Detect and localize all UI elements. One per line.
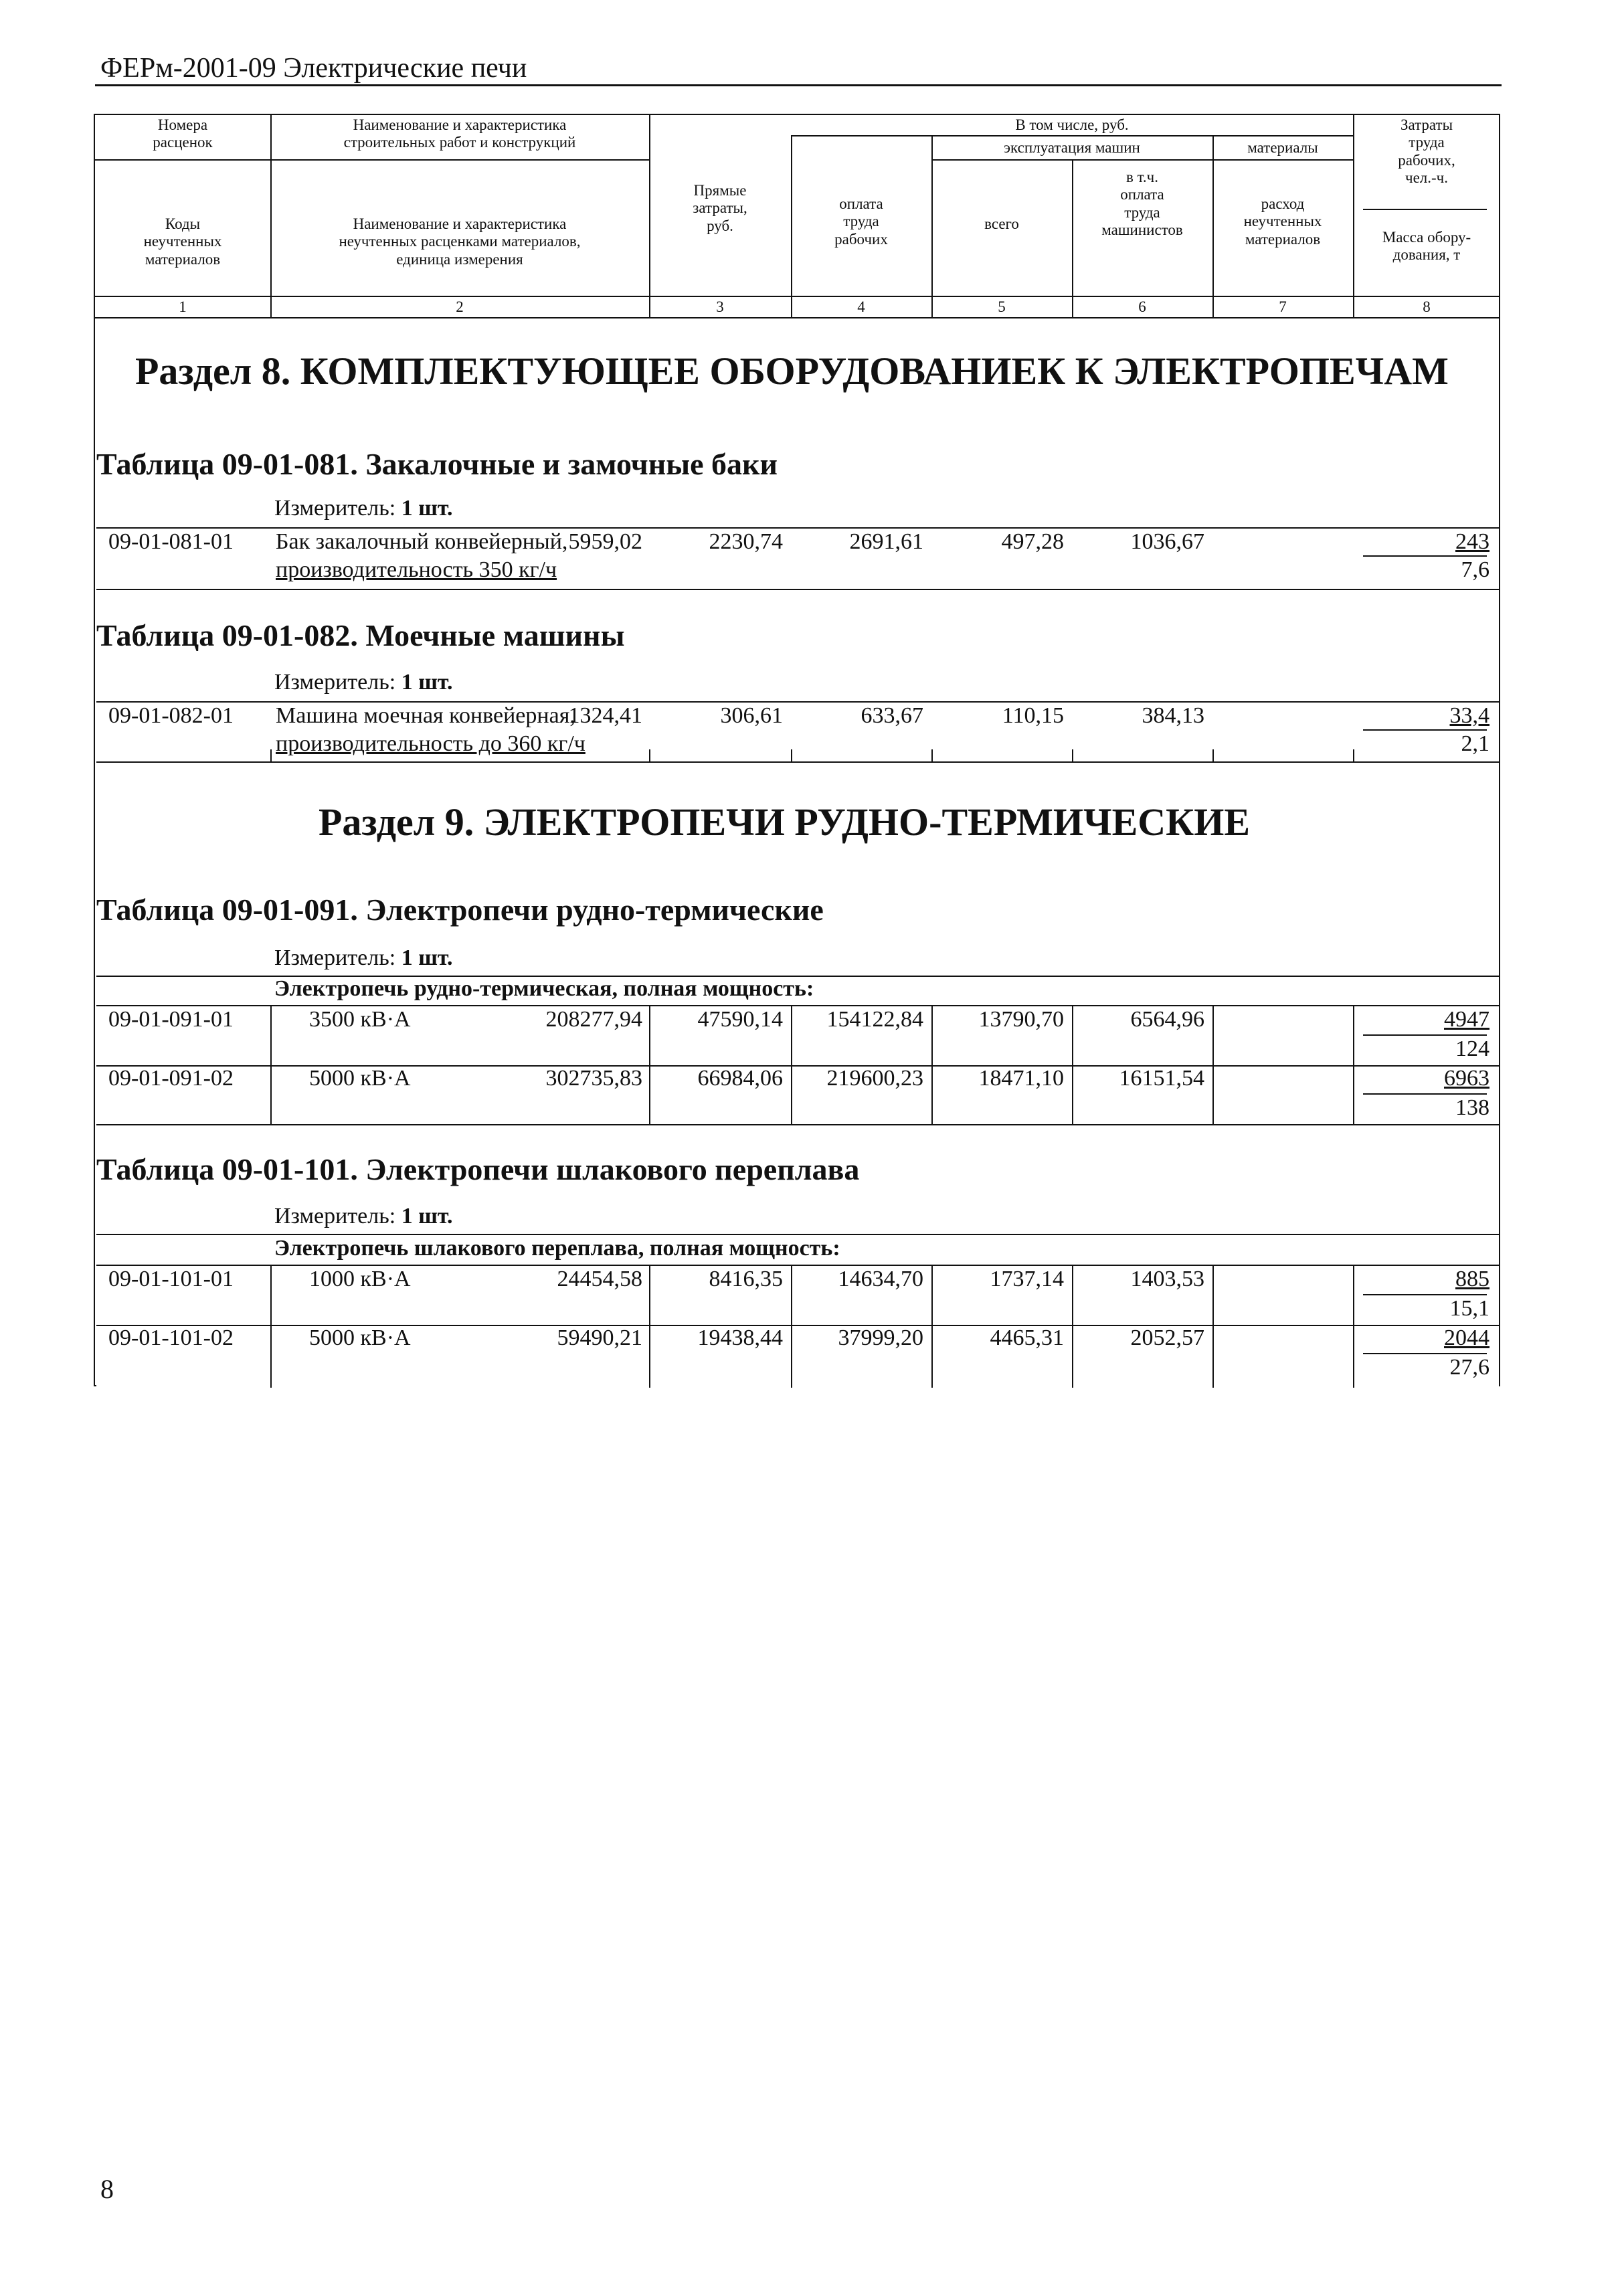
row-desc: 5000 кВ·А [309,1325,411,1350]
col8-subheader: Масса обору- дования, т [1382,229,1471,264]
row-code: 09-01-091-01 [108,1007,234,1032]
row-code: 09-01-091-02 [108,1066,234,1091]
machine-cost: 2691,61 [849,529,923,554]
table-title: Таблица 09-01-091. Электропечи рудно-термические [96,893,824,927]
equipment-mass: 7,6 [1461,557,1490,582]
table101-body [96,1266,1499,1386]
material-cost: 384,13 [1142,703,1204,728]
col8-header: Затраты труда рабочих, чел.-ч. [1398,116,1455,187]
header-rule-incl [791,135,1353,136]
machine-cost: 154122,84 [826,1007,923,1032]
page-header-title: ФЕРм-2001-09 Электрические печи [100,53,527,84]
equipment-mass: 15,1 [1449,1296,1490,1321]
direct-cost: 24454,58 [557,1267,642,1291]
fraction-rule [1363,729,1487,731]
material-cost: 1036,67 [1130,529,1204,554]
material-cost: 16151,54 [1119,1066,1204,1091]
row-code: 09-01-081-01 [108,529,234,554]
fraction-rule [1363,555,1487,557]
labor-cost: 8416,35 [709,1267,783,1291]
col1-subheader: Коды неучтенных материалов [143,215,222,268]
section-heading: Раздел 8. КОМПЛЕКТУЮЩЕЕ ОБОРУДОВАНИЕК К ЭЛЕКТРОПЕЧАМ [135,349,1449,393]
row-desc: Бак закалочный конвейерный, [276,529,568,554]
col2-subheader: Наименование и характеристика неучтенных расценками материалов, единица измерения [339,215,581,268]
header-rule-sub [931,159,1353,161]
col7-header: расход неучтенных материалов [1243,195,1322,248]
col-number: 5 [998,298,1006,315]
material-cost: 2052,57 [1130,1325,1204,1350]
col2-header: Наименование и характеристика строительных работ и конструкций [343,116,576,151]
material-cost: 1403,53 [1130,1267,1204,1291]
equipment-mass: 2,1 [1461,731,1490,756]
machine-cost: 219600,23 [826,1066,923,1091]
measure-unit: Измеритель: 1 шт. [274,496,453,521]
machine-cost: 14634,70 [838,1267,923,1291]
labor-hours: 2044 [1444,1325,1490,1350]
table-title: Таблица 09-01-082. Моечные машины [96,618,625,652]
driver-cost: 4465,31 [990,1325,1064,1350]
machine-cost: 37999,20 [838,1325,923,1350]
header-rule-code [95,159,649,161]
col4-header: оплата труда рабочих [834,195,888,248]
labor-cost: 306,61 [720,703,783,728]
row-desc: производительность 350 кг/ч [276,557,557,582]
row-desc: 5000 кВ·А [309,1066,411,1091]
labor-hours: 243 [1455,529,1490,554]
col6-header: в т.ч. оплата труда машинистов [1101,169,1183,239]
direct-cost: 302735,83 [545,1066,642,1091]
direct-cost: 1324,41 [568,703,642,728]
table091-body [96,1006,1499,1124]
direct-cost: 59490,21 [557,1325,642,1350]
labor-cost: 2230,74 [709,529,783,554]
header-bottom [95,296,1500,297]
row-code: 09-01-082-01 [108,703,234,728]
included-header: В том числе, руб. [1015,116,1129,133]
equipment-mass: 124 [1455,1036,1490,1061]
direct-cost: 208277,94 [545,1007,642,1032]
equipment-mass: 138 [1455,1095,1490,1120]
driver-cost: 18471,10 [978,1066,1064,1091]
machines-header: эксплуатация машин [1004,139,1140,156]
header-rule [95,84,1502,86]
col1-header: Номера расценок [153,116,213,151]
col-number: 3 [716,298,724,315]
labor-cost: 47590,14 [697,1007,783,1032]
table-title: Таблица 09-01-101. Электропечи шлакового переплава [96,1152,860,1186]
page-number: 8 [100,2174,114,2204]
labor-hours: 885 [1455,1267,1490,1291]
machine-cost: 633,67 [861,703,923,728]
row-desc: 3500 кВ·А [309,1007,411,1032]
group-label: Электропечь шлакового переплава, полная мощность: [274,1236,840,1261]
col-number: 2 [456,298,464,315]
row-desc: 1000 кВ·А [309,1267,411,1291]
col5-header: всего [984,215,1019,232]
header-rule-c8 [1363,209,1487,210]
measure-unit: Измеритель: 1 шт. [274,945,453,970]
row-desc: Машина моечная конвейерная, [276,703,575,728]
group-label: Электропечь рудно-термическая, полная мощность: [274,976,814,1001]
measure-unit: Измеритель: 1 шт. [274,1204,453,1228]
material-cost: 6564,96 [1130,1007,1204,1032]
labor-cost: 66984,06 [697,1066,783,1091]
row-desc: производительность до 360 кг/ч [276,731,585,756]
col-number: 4 [857,298,865,315]
norms-table [94,114,1500,1386]
direct-cost: 5959,02 [568,529,642,554]
labor-cost: 19438,44 [697,1325,783,1350]
driver-cost: 497,28 [1001,529,1064,554]
col-number: 1 [179,298,187,315]
equipment-mass: 27,6 [1449,1355,1490,1380]
section-heading: Раздел 9. ЭЛЕКТРОПЕЧИ РУДНО-ТЕРМИЧЕСКИЕ [319,800,1250,844]
driver-cost: 13790,70 [978,1007,1064,1032]
labor-hours: 33,4 [1449,703,1490,728]
labor-hours: 6963 [1444,1066,1490,1091]
measure-unit: Измеритель: 1 шт. [274,670,453,695]
driver-cost: 1737,14 [990,1267,1064,1291]
materials-header: материалы [1247,139,1318,156]
col-number: 6 [1138,298,1146,315]
row-code: 09-01-101-01 [108,1267,234,1291]
col-number: 7 [1279,298,1287,315]
labor-hours: 4947 [1444,1007,1490,1032]
row-code: 09-01-101-02 [108,1325,234,1350]
table-title: Таблица 09-01-081. Закалочные и замочные баки [96,447,778,481]
col3-header: Прямые затраты, руб. [693,182,747,234]
driver-cost: 110,15 [1002,703,1064,728]
col-number: 8 [1423,298,1431,315]
